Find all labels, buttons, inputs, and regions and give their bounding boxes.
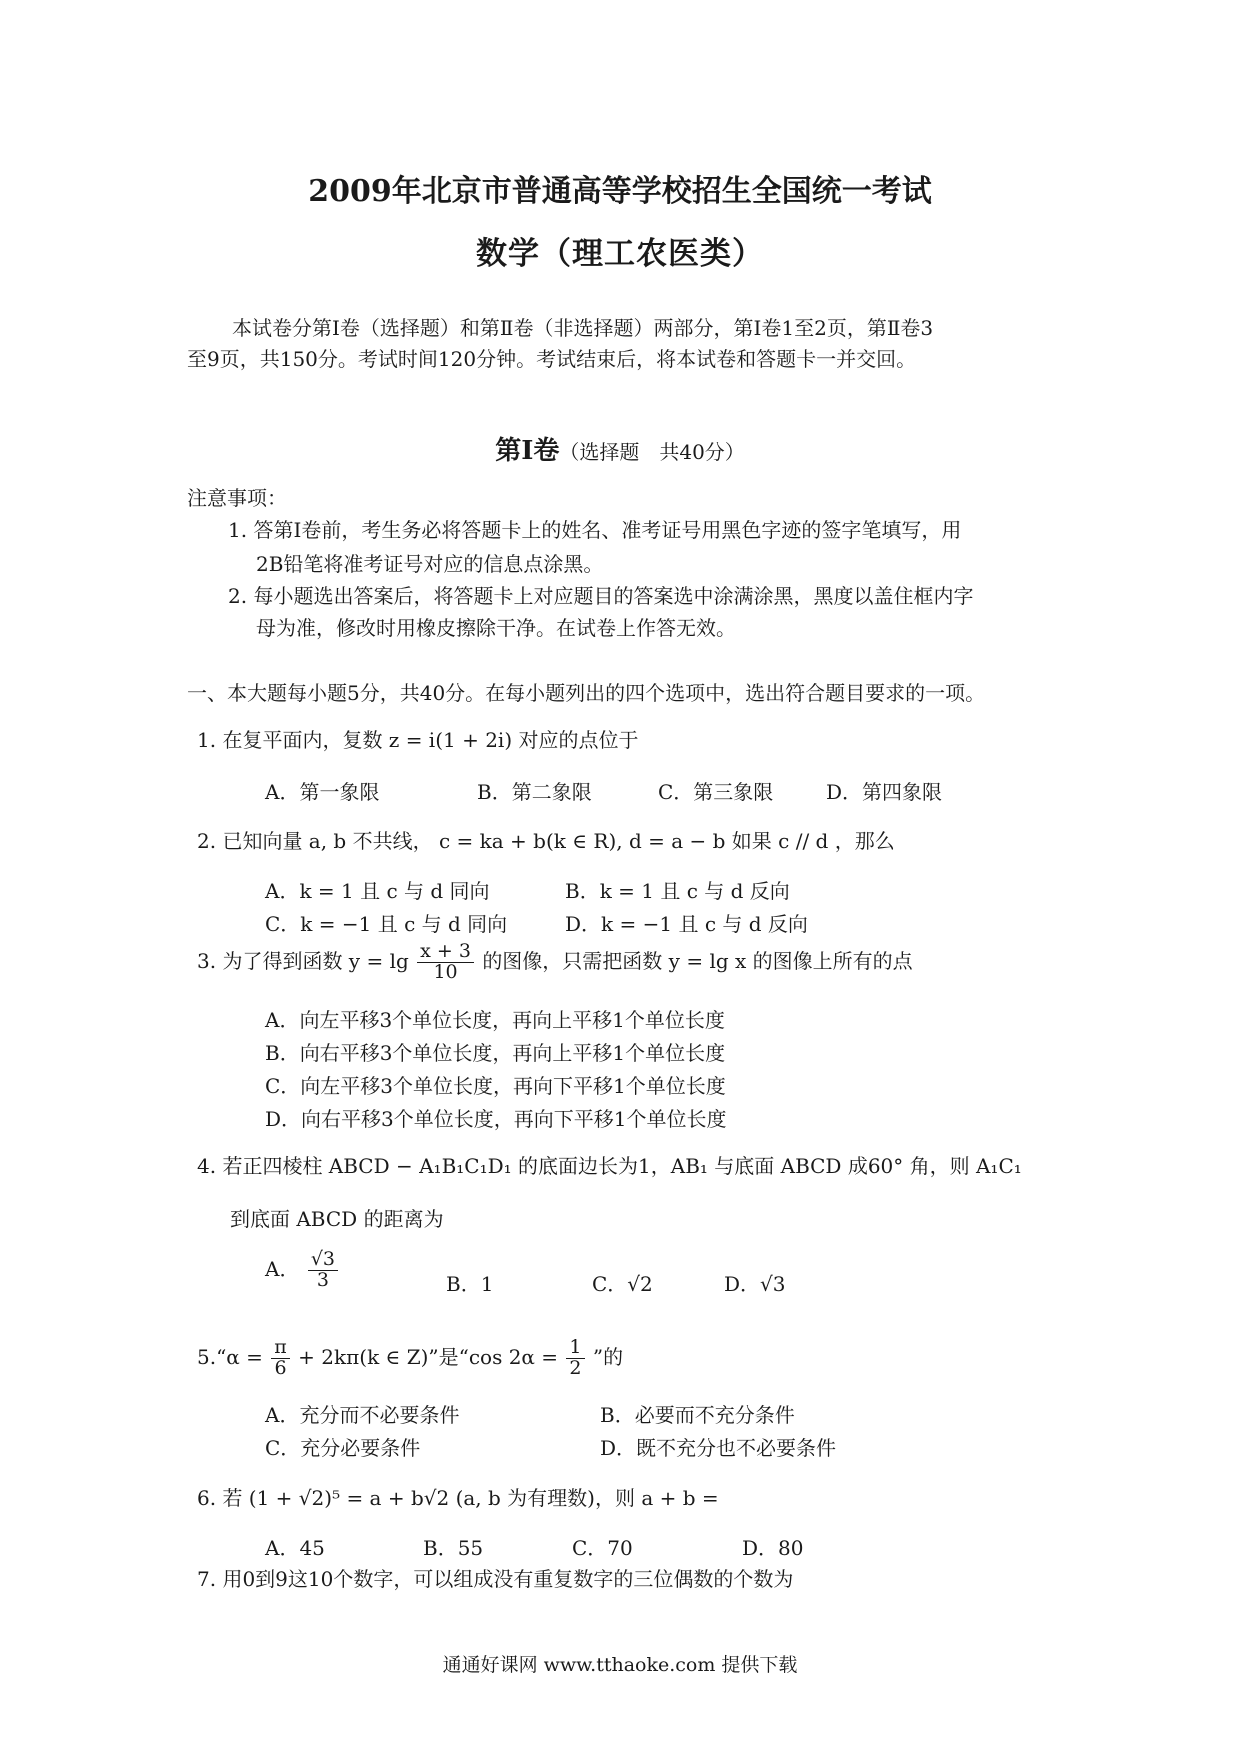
note-1-line-2: 2B铅笔将准考证号对应的信息点涂黑。 [256,552,604,576]
q2-option-c: C．k = −1 且 c 与 d 同向 [265,912,508,936]
q5-option-b: B．必要而不充分条件 [600,1403,795,1427]
q3-stem-pre: 3. 为了得到函数 y = lg [197,948,409,973]
q3-option-d: D．向右平移3个单位长度，再向下平移1个单位长度 [265,1107,727,1131]
note-1-line-1: 1. 答第Ⅰ卷前，考生务必将答题卡上的姓名、准考证号用黑色字迹的签字笔填写，用 [228,518,962,542]
q3-fraction-num: x + 3 [417,942,474,963]
q5-fraction-2 [566,1338,584,1379]
q5-stem-pre: 5.“α = [197,1344,263,1369]
q2-option-d: D．k = −1 且 c 与 d 反向 [565,912,808,936]
q5-stem [197,1338,623,1379]
intro-line-1: 本试卷分第Ⅰ卷（选择题）和第Ⅱ卷（非选择题）两部分，第Ⅰ卷1至2页，第Ⅱ卷3 [232,316,934,340]
q3-fraction-den: 10 [433,960,458,983]
q1-option-a: A．第一象限 [265,780,380,804]
q4-stem-line-1: 4. 若正四棱柱 ABCD − A₁B₁C₁D₁ 的底面边长为1，AB₁ 与底面 ABCD 成60° 角，则 A₁C₁ [197,1154,1022,1178]
q5-fraction-1-den: 6 [274,1356,287,1379]
q3-stem-post: 的图像，只需把函数 y = lg x 的图像上所有的点 [482,948,913,973]
q6-stem: 6. 若 (1 + √2)⁵ = a + b√2 (a, b 为有理数)，则 a + b = [197,1486,719,1510]
q4-option-a-fraction [308,1250,338,1291]
q5-stem-mid: + 2kπ(k ∈ Z)”是“cos 2α = [298,1344,559,1369]
q6-option-b: B．55 [423,1536,484,1560]
notes-heading: 注意事项： [187,486,287,510]
exam-subtitle: 数学（理工农医类） [476,236,764,272]
exam-title: 2009年北京市普通高等学校招生全国统一考试 [308,174,932,209]
q5-option-a: A．充分而不必要条件 [265,1403,460,1427]
q4-option-d: D．√3 [724,1272,786,1296]
q3-option-a: A．向左平移3个单位长度，再向上平移1个单位长度 [265,1008,725,1032]
q5-fraction-2-den: 2 [569,1356,582,1379]
q1-stem: 1. 在复平面内，复数 z = i(1 + 2i) 对应的点位于 [197,728,639,752]
intro-line-2: 至9页，共150分。考试时间120分钟。考试结束后，将本试卷和答题卡一并交回。 [187,347,917,371]
note-2-line-1: 2. 每小题选出答案后，将答题卡上对应题目的答案选中涂满涂黑，黑度以盖住框内字 [228,584,974,608]
part-1-heading: 一、本大题每小题5分，共40分。在每小题列出的四个选项中，选出符合题目要求的一项。 [187,681,986,705]
q5-option-d: D．既不充分也不必要条件 [600,1436,837,1460]
q3-stem [197,942,913,983]
q6-option-c: C．70 [572,1536,633,1560]
q1-option-c: C．第三象限 [658,780,774,804]
q3-option-c: C．向左平移3个单位长度，再向下平移1个单位长度 [265,1074,726,1098]
note-2-line-2: 母为准，修改时用橡皮擦除干净。在试卷上作答无效。 [256,616,736,640]
q6-option-d: D．80 [742,1536,804,1560]
section-title [0,430,1240,467]
q3-option-b: B．向右平移3个单位长度，再向上平移1个单位长度 [265,1041,726,1065]
q7-stem: 7. 用0到9这10个数字，可以组成没有重复数字的三位偶数的个数为 [197,1567,794,1591]
q4-option-a-den: 3 [316,1268,329,1291]
q2-option-a: A．k = 1 且 c 与 d 同向 [265,879,490,903]
q3-fraction [417,942,474,983]
q4-option-a-num: √3 [308,1250,338,1271]
q2-stem: 2. 已知向量 a, b 不共线， c = ka + b(k ∈ R), d = a − b 如果 c // d ，那么 [197,829,895,853]
q5-fraction-1 [271,1338,290,1379]
q4-option-a-label: A． [265,1256,300,1281]
q5-stem-post: ”的 [592,1344,624,1369]
q4-option-a [265,1250,340,1291]
q6-option-a: A．45 [265,1536,325,1560]
q4-option-c: C．√2 [592,1272,653,1296]
q4-stem-line-2: 到底面 ABCD 的距离为 [230,1207,444,1231]
q1-option-d: D．第四象限 [826,780,943,804]
footer-text: 通通好课网 www.tthaoke.com 提供下载 [442,1654,798,1676]
q5-option-c: C．充分必要条件 [265,1436,421,1460]
section-title-note: （选择题 共40分） [559,440,745,464]
q5-fraction-1-num: π [271,1338,290,1359]
q4-option-b: B．1 [446,1272,494,1296]
q5-fraction-2-num: 1 [566,1338,584,1359]
q2-option-b: B．k = 1 且 c 与 d 反向 [565,879,790,903]
section-title-main: 第Ⅰ卷 [495,436,560,466]
q1-option-b: B．第二象限 [477,780,592,804]
